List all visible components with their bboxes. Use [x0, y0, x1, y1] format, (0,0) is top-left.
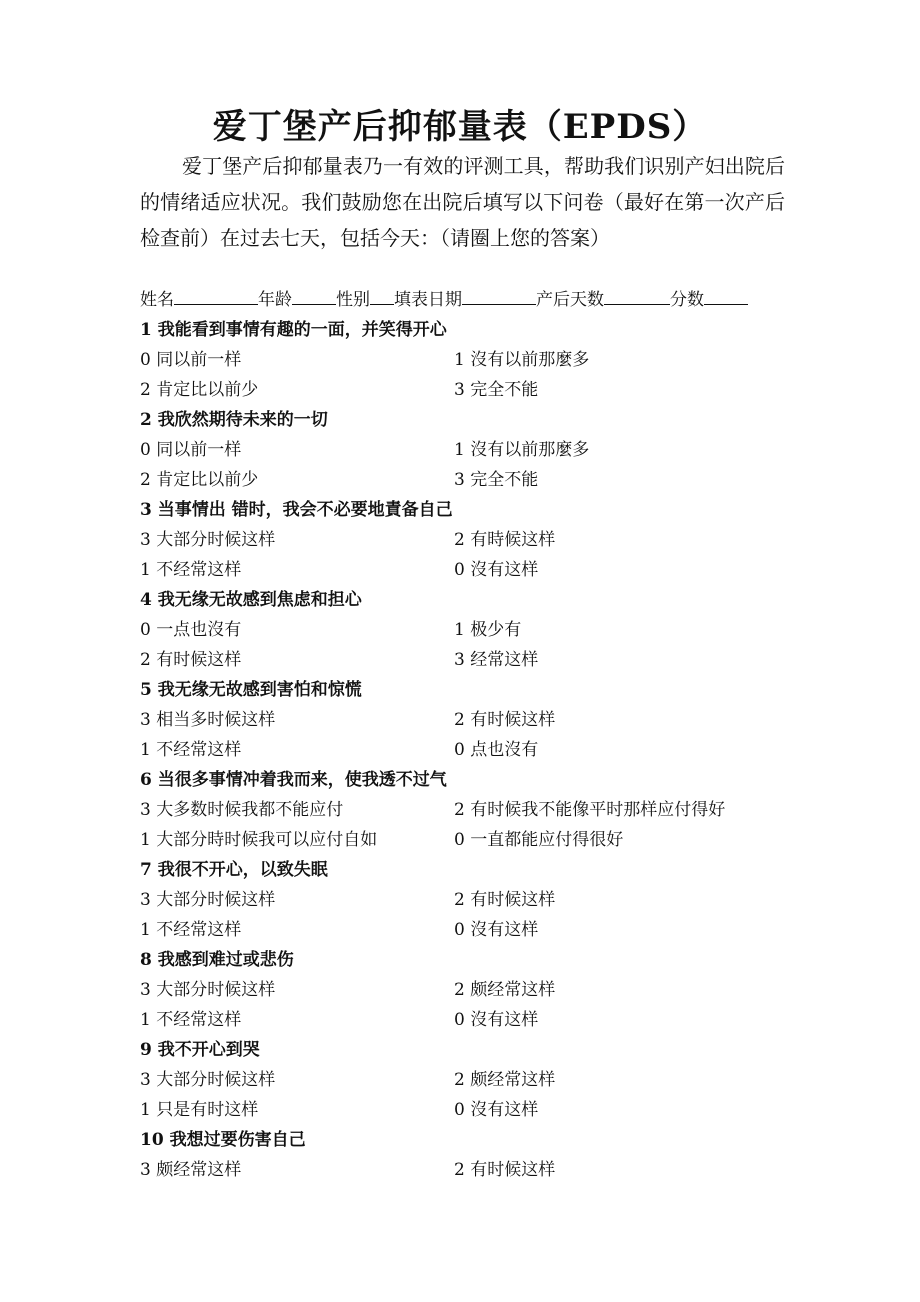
- score-blank[interactable]: [704, 286, 748, 305]
- option-row: [140, 795, 840, 825]
- answer-option[interactable]: 0 沒有这样: [454, 1010, 539, 1030]
- name-blank[interactable]: [174, 286, 258, 305]
- answer-option[interactable]: 3 大部分时候这样: [140, 890, 276, 910]
- answer-option[interactable]: 0 沒有这样: [454, 560, 539, 580]
- answer-option[interactable]: 2 有时候我不能像平时那样应付得好: [454, 800, 726, 820]
- postpartum-days-blank[interactable]: [604, 286, 670, 305]
- age-blank[interactable]: [292, 286, 336, 305]
- name-label: 姓名: [140, 290, 174, 310]
- option-row: [140, 1095, 840, 1125]
- answer-option[interactable]: 3 大多数时候我都不能应付: [140, 800, 344, 820]
- answer-option[interactable]: 1 不经常这样: [140, 740, 242, 760]
- answer-option[interactable]: 1 大部分時时候我可以应付自如: [140, 830, 378, 850]
- question-title: 4 我无缘无故感到焦虑和担心: [140, 590, 362, 610]
- option-row: [140, 1065, 840, 1095]
- option-row: [140, 555, 840, 585]
- option-row: [140, 375, 840, 405]
- answer-option[interactable]: 3 经常这样: [454, 650, 539, 670]
- answer-option[interactable]: 0 沒有这样: [454, 1100, 539, 1120]
- question-title: 1 我能看到事情有趣的一面，并笑得开心: [140, 320, 447, 340]
- question-title: 10 我想过要伤害自己: [140, 1130, 306, 1150]
- date-label: 填表日期: [394, 290, 462, 310]
- question-title: 2 我欣然期待未来的一切: [140, 410, 328, 430]
- answer-option[interactable]: 2 有时候这样: [454, 890, 556, 910]
- answer-option[interactable]: 2 有时候这样: [454, 710, 556, 730]
- option-row: [140, 615, 840, 645]
- option-row: [140, 705, 840, 735]
- question-title: 9 我不开心到哭: [140, 1040, 260, 1060]
- answer-option[interactable]: 2 肯定比以前少: [140, 470, 259, 490]
- option-row: [140, 825, 840, 855]
- answer-option[interactable]: 2 颇经常这样: [454, 980, 556, 1000]
- answer-option[interactable]: 3 完全不能: [454, 380, 539, 400]
- date-blank[interactable]: [462, 286, 536, 305]
- info-line: [140, 286, 800, 313]
- question-title: 3 当事情出 错时，我会不必要地責备自己: [140, 500, 453, 520]
- option-row: [140, 885, 840, 915]
- answer-option[interactable]: 2 颇经常这样: [454, 1070, 556, 1090]
- answer-option[interactable]: 0 同以前一样: [140, 350, 242, 370]
- answer-option[interactable]: 0 点也沒有: [454, 740, 539, 760]
- option-row: [140, 975, 840, 1005]
- answer-option[interactable]: 3 完全不能: [454, 470, 539, 490]
- answer-option[interactable]: 1 沒有以前那麼多: [454, 440, 590, 460]
- answer-option[interactable]: 1 不经常这样: [140, 1010, 242, 1030]
- intro-paragraph: 爱丁堡产后抑郁量表乃一有效的评测工具，帮助我们识别产妇出院后的情绪适应状况。我们鼓励您在出院后填写以下问卷（最好在第一次产后检查前）在过去七天，包括今天：（请圈上您的答案）: [140, 154, 785, 250]
- answer-option[interactable]: 3 大部分时候这样: [140, 530, 276, 550]
- option-row: [140, 735, 840, 765]
- option-row: [140, 345, 840, 375]
- answer-option[interactable]: 3 颇经常这样: [140, 1160, 242, 1180]
- gender-label: 性别: [336, 290, 370, 310]
- answer-option[interactable]: 2 有时候这样: [140, 650, 242, 670]
- postpartum-days-label: 产后天数: [536, 290, 604, 310]
- score-label: 分数: [670, 290, 704, 310]
- answer-option[interactable]: 1 不经常这样: [140, 920, 242, 940]
- answer-option[interactable]: 0 沒有这样: [454, 920, 539, 940]
- answer-option[interactable]: 2 肯定比以前少: [140, 380, 259, 400]
- option-row: [140, 1005, 840, 1035]
- answer-option[interactable]: 1 不经常这样: [140, 560, 242, 580]
- answer-option[interactable]: 2 有時候这样: [454, 530, 556, 550]
- question-title: 5 我无缘无故感到害怕和惊慌: [140, 680, 362, 700]
- answer-option[interactable]: 1 沒有以前那麼多: [454, 350, 590, 370]
- answer-option[interactable]: 1 极少有: [454, 620, 522, 640]
- page-title: 爱丁堡产后抑郁量表（EPDS）: [212, 107, 708, 147]
- option-row: [140, 645, 840, 675]
- option-row: [140, 435, 840, 465]
- answer-option[interactable]: 0 一点也沒有: [140, 620, 242, 640]
- answer-option[interactable]: 3 大部分时候这样: [140, 1070, 276, 1090]
- question-title: 7 我很不开心，以致失眠: [140, 860, 328, 880]
- question-title: 6 当很多事情冲着我而来，使我透不过气: [140, 770, 447, 790]
- gender-blank[interactable]: [370, 286, 394, 305]
- question-title: 8 我感到难过或悲伤: [140, 950, 294, 970]
- answer-option[interactable]: 1 只是有时这样: [140, 1100, 259, 1120]
- answer-option[interactable]: 3 大部分时候这样: [140, 980, 276, 1000]
- option-row: [140, 525, 840, 555]
- answer-option[interactable]: 0 同以前一样: [140, 440, 242, 460]
- age-label: 年龄: [258, 290, 292, 310]
- option-row: [140, 465, 840, 495]
- answer-option[interactable]: 3 相当多时候这样: [140, 710, 276, 730]
- option-row: [140, 915, 840, 945]
- question-list: [140, 315, 840, 1185]
- answer-option[interactable]: 2 有时候这样: [454, 1160, 556, 1180]
- option-row: [140, 1155, 840, 1185]
- answer-option[interactable]: 0 一直都能应付得很好: [454, 830, 624, 850]
